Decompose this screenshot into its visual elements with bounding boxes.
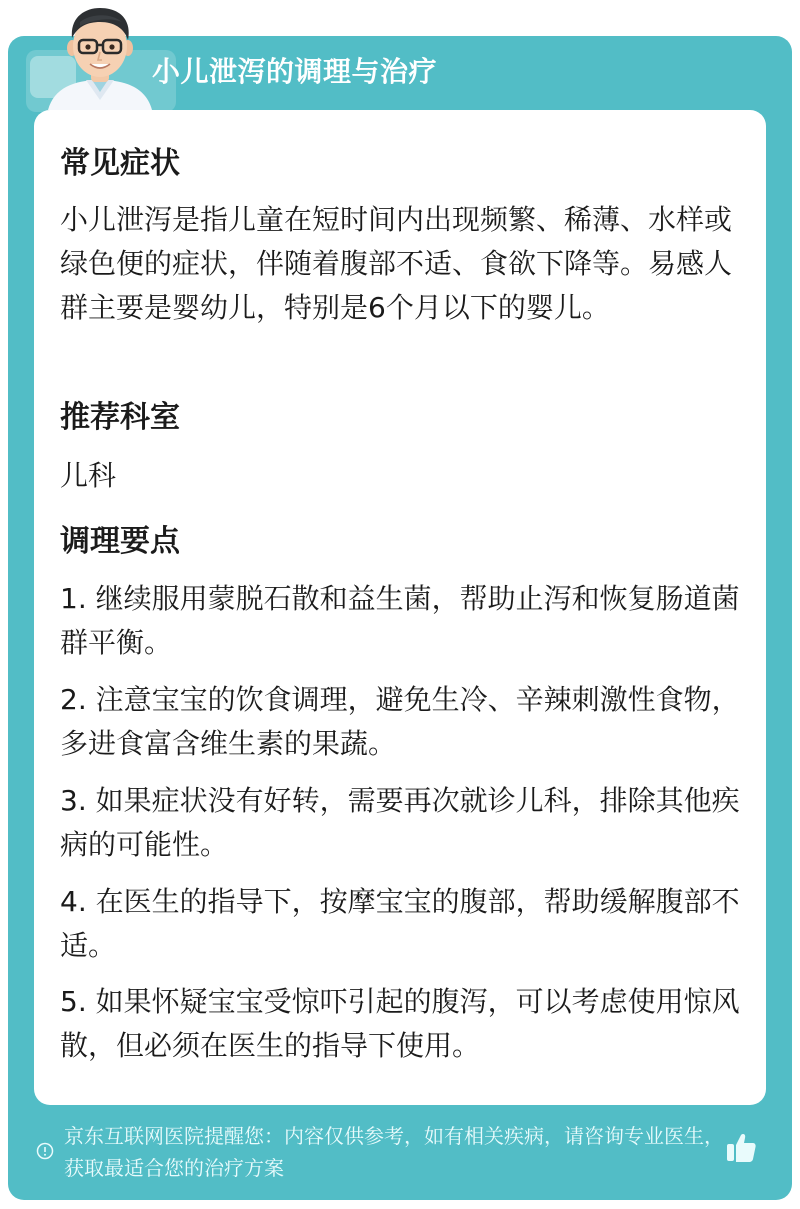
care-item: 3. 如果症状没有好转，需要再次就诊儿科，排除其他疾病的可能性。 [60,784,740,861]
department-text: 儿科 [60,459,117,492]
care-heading: 调理要点 [60,524,180,559]
info-icon [36,1142,54,1160]
care-item: 2. 注意宝宝的饮食调理，避免生冷、辛辣刺激性食物，多进食富含维生素的果蔬。 [60,683,740,760]
symptoms-text: 小儿泄泻是指儿童在短时间内出现频繁、稀薄、水样或绿色便的症状，伴随着腹部不适、食欲下降等。易感人群主要是婴幼儿，特别是6个月以下的婴儿。 [60,203,733,324]
symptoms-heading: 常见症状 [60,146,180,181]
page-title: 小儿泄泻的调理与治疗 [152,55,438,88]
thumbs-up-icon[interactable] [724,1130,758,1164]
disclaimer-text: 京东互联网医院提醒您：内容仅供参考，如有相关疾病，请咨询专业医生，获取最适合您的治疗方案 [64,1124,724,1180]
department-heading: 推荐科室 [60,400,180,435]
content-panel [34,110,766,1105]
care-item: 1. 继续服用蒙脱石散和益生菌，帮助止泻和恢复肠道菌群平衡。 [60,582,740,659]
care-item: 4. 在医生的指导下，按摩宝宝的腹部，帮助缓解腹部不适。 [60,885,740,962]
care-item: 5. 如果怀疑宝宝受惊吓引起的腹泻，可以考虑使用惊风散，但必须在医生的指导下使用。 [60,985,740,1062]
doctor-avatar [40,0,160,110]
